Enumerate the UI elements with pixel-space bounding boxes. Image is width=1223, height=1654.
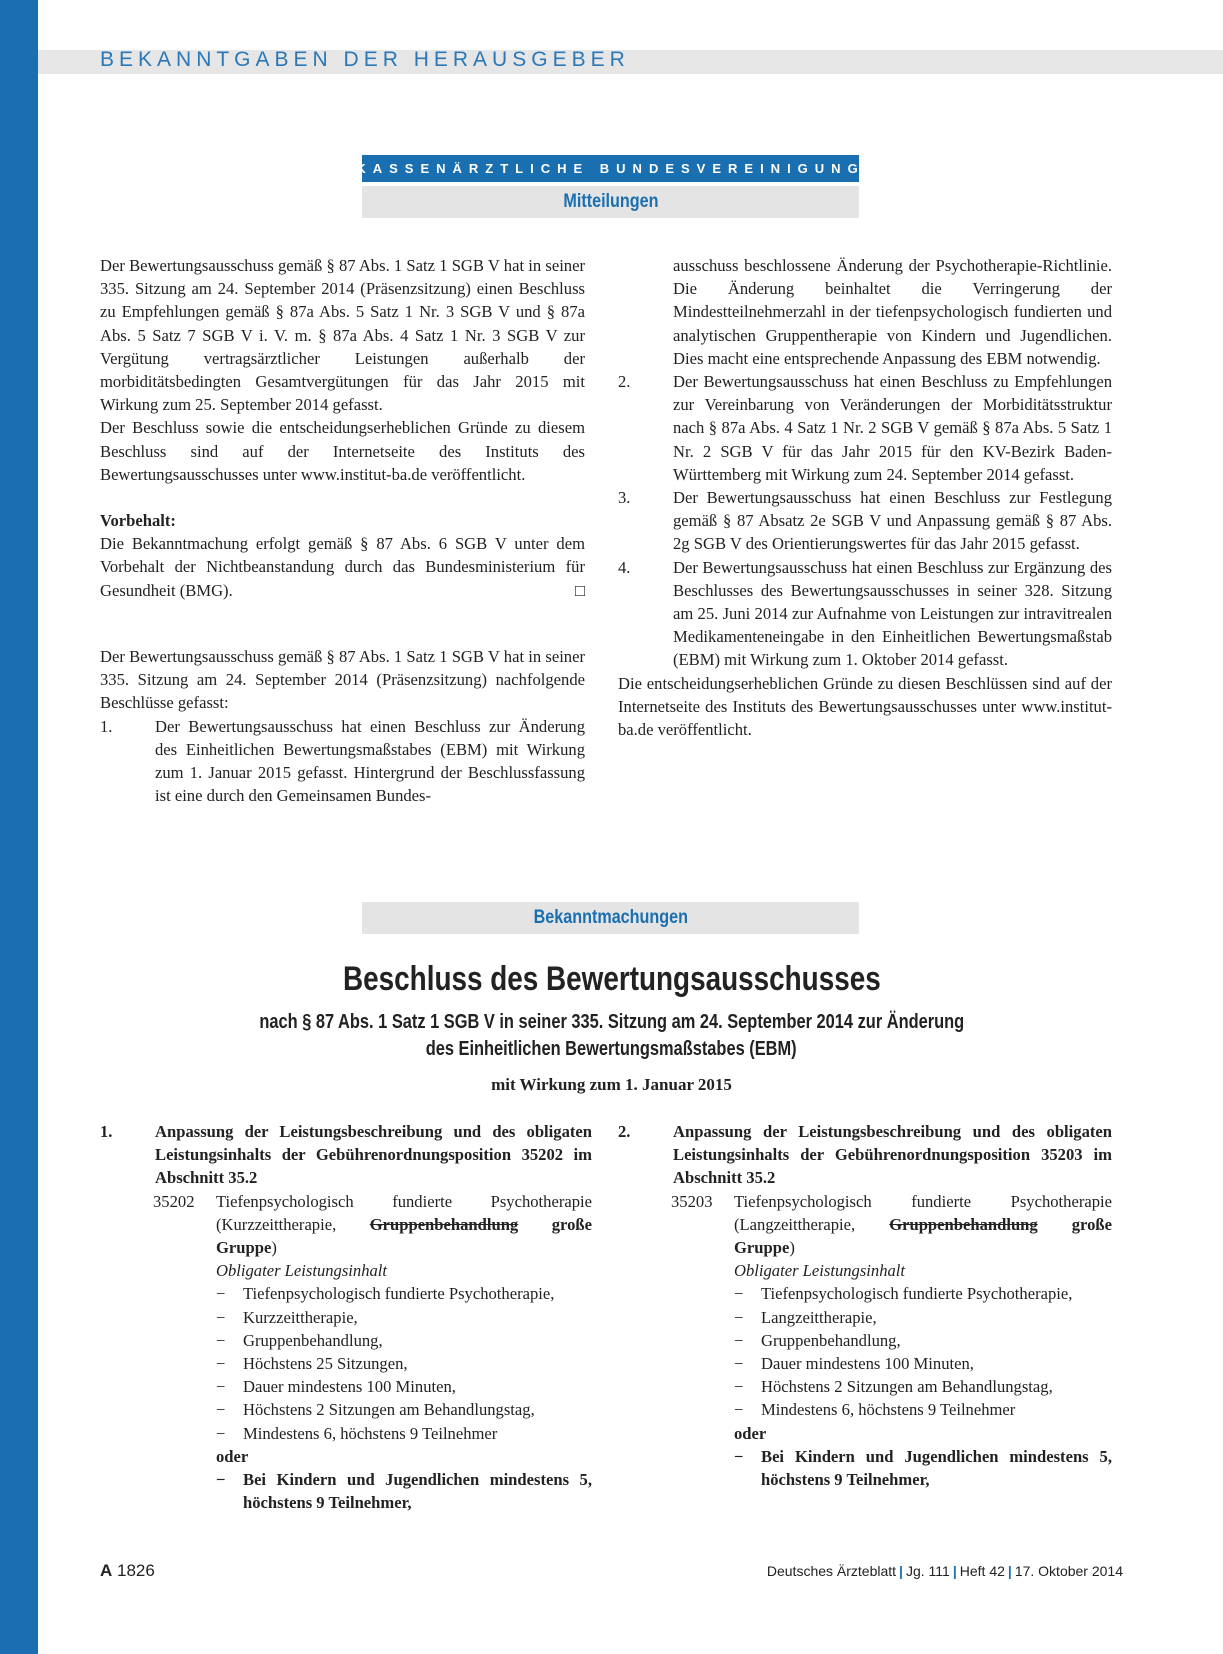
page-number-value: 1826	[117, 1561, 155, 1580]
dash-marker: −	[216, 1400, 226, 1420]
block-heading-text: Anpassung der Leistungsbeschreibung und des obligaten Leistungsinhalts der Gebührenordnungsposition 35202 im Abschnitt 35.2	[155, 1122, 592, 1188]
page-section-title: BEKANNTGABEN DER HERAUSGEBER	[100, 48, 630, 71]
block-2-heading	[618, 1120, 1112, 1190]
list-item-text: Der Bewertungsausschuss hat einen Beschluss zur Änderung des Einheitlichen Bewertungsmaßstabes (EBM) mit Wirkung zum 1. Januar 2015 gefasst. Hintergrund der Beschlussfassung ist eine durch den Gemeinsamen Bundes-	[155, 716, 585, 806]
bullet-item: Höchstens 2 Sitzungen am Behandlungstag,	[761, 1377, 1053, 1397]
list-item-text: Der Bewertungsausschuss hat einen Beschluss zu Empfehlungen zur Vereinbarung von Veränderungen der Morbiditätsstruktur nach § 87a Abs. 4 Satz 1 Nr. 2 SGB V gemäß § 87a Abs. 5 Satz 1 Nr. 2 SGB V für das Jahr 2015 für den KV-Bezirk Baden-Württemberg mit Wirkung zum 24. September 2014 gefasst.	[673, 372, 1112, 484]
oder-label: oder	[734, 1423, 767, 1443]
list-item-3	[618, 486, 1112, 556]
dash-marker: −	[734, 1446, 744, 1466]
bullet-item: Mindestens 6, höchstens 9 Teilnehmer	[761, 1400, 1016, 1420]
dash-marker: −	[216, 1423, 226, 1443]
list-item-4	[618, 556, 1112, 672]
dash-marker: −	[216, 1377, 226, 1397]
list-item-number: 1.	[100, 716, 113, 736]
desc-strikethrough: Gruppenbehandlung	[889, 1214, 1038, 1234]
end-mark: □	[574, 580, 585, 600]
bullet-item: Dauer mindestens 100 Minuten,	[761, 1354, 974, 1374]
dash-marker: −	[216, 1330, 226, 1350]
page-letter: A	[100, 1561, 113, 1580]
desc-part: Tiefenpsychologisch fundierte Psychotherapie (Langzeittherapie,	[734, 1191, 1112, 1234]
bullet-item: Höchstens 2 Sitzungen am Behandlungstag,	[243, 1400, 535, 1420]
bullet-item: Gruppenbehandlung,	[243, 1330, 383, 1350]
section-bekanntmachungen-label: Bekanntmachungen	[533, 907, 688, 928]
list-item-2	[618, 370, 1112, 486]
section-mitteilungen	[362, 186, 859, 218]
dash-marker: −	[216, 1307, 226, 1327]
list-item-number: 2.	[618, 372, 631, 392]
gop-code: 35203	[671, 1191, 713, 1211]
block-number: 1.	[100, 1122, 113, 1141]
effective-date: mit Wirkung zum 1. Januar 2015	[491, 1075, 732, 1094]
bullet-item: Dauer mindestens 100 Minuten,	[243, 1377, 456, 1397]
separator: |	[1007, 1563, 1012, 1579]
vorbehalt-text: Die Bekanntmachung erfolgt gemäß § 87 Abs. 6 SGB V unter dem Vorbehalt der Nichtbeanstandung durch das Bundesministerium für Gesundheit (BMG).	[100, 534, 585, 600]
desc-close: )	[271, 1238, 277, 1258]
decision-subtitle-1-text: nach § 87 Abs. 1 Satz 1 SGB V in seiner 335. Sitzung am 24. September 2014 zur Änderung	[259, 1011, 964, 1033]
block-heading-text: Anpassung der Leistungsbeschreibung und des obligaten Leistungsinhalts der Gebührenordnungsposition 35203 im Abschnitt 35.2	[673, 1122, 1112, 1188]
block-number: 2.	[618, 1122, 631, 1141]
list-item-number: 3.	[618, 488, 631, 508]
bullet-item: Mindestens 6, höchstens 9 Teilnehmer	[243, 1423, 498, 1443]
closing-paragraph: Die entscheidungserheblichen Gründe zu diesen Beschlüssen sind auf der Internetseite des Instituts des Bewertungsausschusses unter www.institut-ba.de veröffentlicht.	[618, 673, 1112, 740]
bold-bullet-item: Bei Kindern und Jugendlichen mindestens 5, höchstens 9 Teilnehmer,	[243, 1470, 592, 1513]
journal-issue: Heft 42	[959, 1563, 1005, 1579]
bullet-item: Kurzzeittherapie,	[243, 1307, 358, 1327]
dash-marker: −	[734, 1400, 744, 1420]
desc-inserted: große Gruppe	[734, 1214, 1112, 1258]
desc-inserted: große Gruppe	[216, 1214, 592, 1258]
separator: |	[899, 1563, 903, 1579]
bold-bullet-item: Bei Kindern und Jugendlichen mindestens 5, höchstens 9 Teilnehmer,	[761, 1446, 1112, 1490]
page-number	[100, 1561, 155, 1581]
bullet-item: Langzeittherapie,	[761, 1307, 877, 1327]
right-column	[618, 254, 1112, 741]
block-2	[618, 1120, 1112, 1491]
obligat-label: Obligater Leistungsinhalt	[734, 1261, 906, 1281]
journal-name: Deutsches Ärzteblatt	[766, 1563, 897, 1579]
journal-info	[767, 1563, 1123, 1579]
decision-subtitle-2-text: des Einheitlichen Bewertungsmaßstabes (EBM)	[426, 1038, 797, 1060]
block-1	[100, 1120, 592, 1514]
list-item-1-continued	[618, 254, 1112, 370]
bullet-item: Tiefenpsychologisch fundierte Psychotherapie,	[243, 1284, 555, 1304]
dash-marker: −	[734, 1307, 744, 1327]
paragraph-2: Der Beschluss sowie die entscheidungserheblichen Gründe zu diesem Beschluss sind auf der Internetseite des Instituts des Bewertungsausschusses unter www.institut-ba.de veröffentlicht.	[100, 418, 585, 484]
dash-marker: −	[216, 1470, 226, 1490]
decision-title-text: Beschluss des Bewertungsausschusses	[342, 960, 881, 998]
dash-marker: −	[734, 1284, 744, 1304]
desc-part: Tiefenpsychologisch fundierte Psychotherapie (Kurzzeittherapie,	[216, 1191, 592, 1234]
gop-description	[734, 1190, 1112, 1260]
decision-subtitle-1	[0, 1011, 1223, 1034]
list-item-number: 4.	[618, 557, 631, 577]
dash-marker: −	[734, 1377, 744, 1397]
block-2-body	[618, 1190, 1112, 1492]
dash-marker: −	[734, 1354, 744, 1374]
oder-label: oder	[216, 1446, 249, 1466]
section-bekanntmachungen	[362, 902, 859, 934]
desc-close: )	[789, 1238, 795, 1258]
list-item-1	[100, 715, 585, 808]
section-mitteilungen-label: Mitteilungen	[562, 191, 659, 212]
gop-code: 35202	[153, 1191, 195, 1211]
block-1-body	[100, 1190, 592, 1515]
vorbehalt-heading: Vorbehalt:	[100, 511, 176, 531]
separator: |	[952, 1563, 957, 1579]
block-1-heading	[100, 1120, 592, 1190]
organization-box: KASSENÄRZTLICHE BUNDESVEREINIGUNG	[362, 155, 859, 182]
bullet-item: Höchstens 25 Sitzungen,	[243, 1354, 408, 1374]
paragraph-1: Der Bewertungsausschuss gemäß § 87 Abs. 1 Satz 1 SGB V hat in seiner 335. Sitzung am 24. September 2014 (Präsenzsitzung) einen Beschluss zu Empfehlungen gemäß § 87a Abs. 5 Satz 1 Nr. 3 SGB V und § 87a Abs. 5 Satz 7 SGB V i. V. m. § 87a Abs. 4 Satz 1 Nr. 3 SGB V zur Vergütung vertragsärztlicher Leistungen außerhalb der morbiditätsbedingten Gesamtvergütungen für das Jahr 2015 mit Wirkung zum 25. September 2014 gefasst.	[100, 256, 585, 415]
left-column	[100, 254, 585, 807]
desc-strikethrough: Gruppenbehandlung	[369, 1214, 519, 1234]
list-item-text: Der Bewertungsausschuss hat einen Beschluss zur Festlegung gemäß § 87 Absatz 2e SGB V und Anpassung gemäß § 87 Abs. 2g SGB V des Orientierungswertes für das Jahr 2015 gefasst.	[673, 488, 1112, 554]
gop-description	[216, 1190, 592, 1260]
obligat-label: Obligater Leistungsinhalt	[216, 1261, 388, 1281]
list-item-text: ausschuss beschlossene Änderung der Psychotherapie-Richtlinie. Die Änderung beinhaltet die Verringerung der Mindestteilnehmerzahl in der tiefenpsychologisch fundierten und analytischen Gruppentherapie von Kindern und Jugendlichen. Dies macht eine entsprechende Anpassung des EBM notwendig.	[673, 256, 1112, 368]
paragraph-3: Der Bewertungsausschuss gemäß § 87 Abs. 1 Satz 1 SGB V hat in seiner 335. Sitzung am 24. September 2014 (Präsenzsitzung) nachfolgende Beschlüsse gefasst:	[100, 647, 585, 713]
decision-subtitle-2	[0, 1038, 1223, 1061]
bullet-item: Tiefenpsychologisch fundierte Psychotherapie,	[761, 1284, 1073, 1304]
dash-marker: −	[216, 1354, 226, 1374]
list-item-text: Der Bewertungsausschuss hat einen Beschluss zur Ergänzung des Beschlusses des Bewertungsausschusses in seiner 328. Sitzung am 25. Juni 2014 zur Aufnahme von Leistungen zur intravitrealen Medikamenteneingabe in den Einheitlichen Bewertungsmaßstab (EBM) mit Wirkung zum 1. Oktober 2014 gefasst.	[673, 557, 1112, 670]
bullet-item: Gruppenbehandlung,	[761, 1330, 901, 1350]
dash-marker: −	[734, 1330, 744, 1350]
dash-marker: −	[216, 1284, 226, 1304]
journal-volume: Jg. 111	[905, 1563, 950, 1579]
journal-date: 17. Oktober 2014	[1014, 1563, 1123, 1579]
decision-title	[0, 960, 1223, 999]
left-accent-bar	[0, 0, 38, 1654]
